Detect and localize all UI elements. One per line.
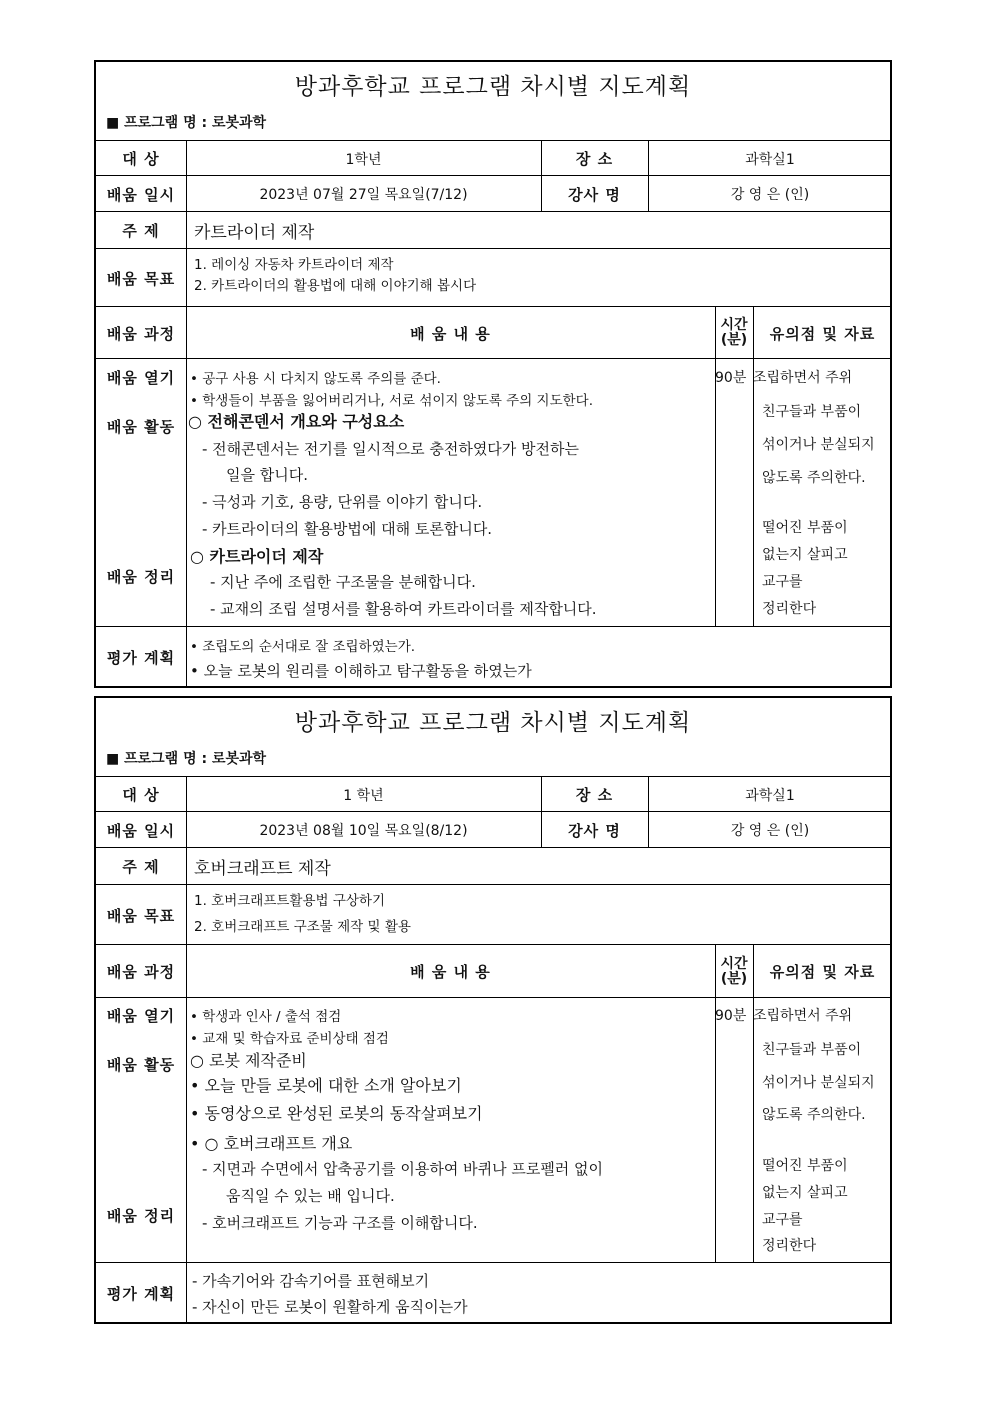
content-heading: ○ 카트라이더 제작 xyxy=(190,547,324,566)
target-label: 대 상 xyxy=(122,150,160,168)
row-target xyxy=(96,776,890,812)
place-value: 과학실1 xyxy=(745,787,795,804)
time-label: 시간 (분) xyxy=(720,955,748,987)
content-line: • 공구 사용 시 다치지 않도록 주의를 준다. xyxy=(190,371,441,387)
eval-label: 평가 계획 xyxy=(106,1284,176,1303)
note-line: 정리한다 xyxy=(762,1238,817,1254)
content-line: - 지난 주에 조립한 구조물을 분해합니다. xyxy=(210,573,476,591)
date-value: 2023년 07월 27일 목요일(7/12) xyxy=(259,187,468,203)
program-name: ■ 프로그램 명 : 로봇과학 xyxy=(106,751,267,767)
content-line: - 교재의 조립 설명서를 활용하여 카트라이더를 제작합니다. xyxy=(210,600,597,618)
program-name: ■ 프로그램 명 : 로봇과학 xyxy=(106,115,267,131)
content-line: 일을 합니다. xyxy=(226,466,308,484)
teacher-value: 강 영 은 (인) xyxy=(730,823,810,839)
content-line: • 오늘 만들 로봇에 대한 소개 알아보기 xyxy=(190,1076,462,1095)
eval-label: 평가 계획 xyxy=(106,648,176,667)
date-label: 배움 일시 xyxy=(106,185,176,204)
stage-activity: 배움 활동 xyxy=(106,1056,176,1074)
row-eval xyxy=(96,1262,890,1323)
note-line: 없는지 살피고 xyxy=(762,1185,848,1201)
stage-open: 배움 열기 xyxy=(106,369,176,387)
goal-label: 배움 목표 xyxy=(106,269,176,288)
note-line: 친구들과 부품이 xyxy=(762,404,862,420)
lesson-plan-1 xyxy=(94,60,892,688)
teacher-label: 강사 명 xyxy=(568,821,621,840)
note-line: 교구를 xyxy=(762,574,803,590)
content-line: • 학생과 인사 / 출석 점검 xyxy=(190,1009,342,1025)
topic-label: 주 제 xyxy=(122,222,160,240)
topic-label: 주 제 xyxy=(122,858,160,876)
process-label: 배움 과정 xyxy=(106,324,176,343)
content-line: • 학생들이 부품을 잃어버리거나, 서로 섞이지 않도록 주의 지도한다. xyxy=(190,393,593,409)
row-date xyxy=(96,811,890,848)
place-label: 장 소 xyxy=(575,150,614,168)
note-line: 떨어진 부품이 xyxy=(762,520,848,536)
row-date xyxy=(96,175,890,212)
row-process-header xyxy=(96,306,890,359)
content-line: - 극성과 기호, 용량, 단위를 이야기 합니다. xyxy=(202,493,483,511)
process-label: 배움 과정 xyxy=(106,963,176,981)
note-line: 친구들과 부품이 xyxy=(762,1042,862,1058)
time-value: 90분 xyxy=(715,370,747,386)
stage-close: 배움 정리 xyxy=(106,1207,176,1225)
goal-item: 1. 레이싱 자동차 카트라이더 제작 xyxy=(194,257,394,273)
note-line: 섞이거나 분실되지 xyxy=(762,437,875,453)
stage-close: 배움 정리 xyxy=(106,568,176,586)
content-label: 배 움 내 용 xyxy=(410,963,491,981)
content-line: - 전해콘덴서는 전기를 일시적으로 충전하였다가 방전하는 xyxy=(202,440,580,458)
target-value: 1 학년 xyxy=(343,787,384,804)
plan-title: 방과후학교 프로그램 차시별 지도계획 xyxy=(294,710,692,736)
place-label: 장 소 xyxy=(575,786,614,804)
goal-item: 2. 호버크래프트 구조물 제작 및 활용 xyxy=(194,919,411,935)
note-line: 없는지 살피고 xyxy=(762,547,848,563)
content-heading: ○ 전해콘덴서 개요와 구성요소 xyxy=(188,412,405,431)
date-label: 배움 일시 xyxy=(106,821,176,840)
target-label: 대 상 xyxy=(122,786,160,804)
lesson-plan-2 xyxy=(94,696,892,1324)
content-line: - 카트라이더의 활용방법에 대해 토론합니다. xyxy=(202,520,493,538)
goal-label: 배움 목표 xyxy=(106,906,176,925)
goal-item: 1. 호버크래프트활용법 구상하기 xyxy=(194,893,385,909)
row-content xyxy=(96,358,890,627)
content-line: • 동영상으로 완성된 로봇의 동작살펴보기 xyxy=(190,1104,483,1123)
stage-activity: 배움 활동 xyxy=(106,418,176,436)
note-line: 않도록 주의한다. xyxy=(762,1107,866,1123)
note-line: 조립하면서 주위 xyxy=(753,370,853,386)
note-line: 교구를 xyxy=(762,1212,803,1228)
content-heading: ○ 로봇 제작준비 xyxy=(190,1051,307,1070)
note-line: 조립하면서 주위 xyxy=(753,1008,853,1024)
topic-value: 호버크래프트 제작 xyxy=(194,859,331,879)
content-line: - 호버크래프트 기능과 구조를 이해합니다. xyxy=(202,1214,478,1232)
date-value: 2023년 08월 10일 목요일(8/12) xyxy=(259,823,468,839)
row-eval xyxy=(96,626,890,687)
notes-label: 유의점 및 자료 xyxy=(769,963,876,981)
content-heading: • ○ 호버크래프트 개요 xyxy=(190,1134,353,1153)
target-value: 1학년 xyxy=(345,151,382,168)
note-line: 섞이거나 분실되지 xyxy=(762,1075,875,1091)
note-line: 정리한다 xyxy=(762,601,817,617)
notes-label: 유의점 및 자료 xyxy=(769,324,876,343)
content-line: - 지면과 수면에서 압축공기를 이용하여 바퀴나 프로펠러 없이 xyxy=(202,1160,604,1178)
row-topic xyxy=(96,211,890,249)
note-line: 떨어진 부품이 xyxy=(762,1158,848,1174)
row-topic xyxy=(96,847,890,885)
content-line: • 교재 및 학습자료 준비상태 점검 xyxy=(190,1031,389,1047)
eval-line: - 가속기어와 감속기어를 표현해보기 xyxy=(192,1272,430,1290)
row-target xyxy=(96,140,890,176)
row-content xyxy=(96,997,890,1263)
place-value: 과학실1 xyxy=(745,151,795,168)
teacher-value: 강 영 은 (인) xyxy=(730,187,810,203)
row-process-header xyxy=(96,944,890,998)
content-line: 움직일 수 있는 배 입니다. xyxy=(226,1187,395,1205)
teacher-label: 강사 명 xyxy=(568,185,621,204)
topic-value: 카트라이더 제작 xyxy=(194,223,315,243)
goal-item: 2. 카트라이더의 활용법에 대해 이야기해 봅시다 xyxy=(194,278,477,294)
row-goals xyxy=(96,248,890,307)
row-goals xyxy=(96,884,890,945)
content-label: 배 움 내 용 xyxy=(410,324,491,343)
eval-line: • 오늘 로봇의 원리를 이해하고 탐구활동을 하였는가 xyxy=(190,662,532,680)
stage-open: 배움 열기 xyxy=(106,1007,176,1025)
note-line: 않도록 주의한다. xyxy=(762,470,866,486)
eval-line: - 자신이 만든 로봇이 원활하게 움직이는가 xyxy=(192,1298,468,1316)
time-value: 90분 xyxy=(715,1008,747,1024)
plan-title: 방과후학교 프로그램 차시별 지도계획 xyxy=(294,74,692,100)
eval-line: • 조립도의 순서대로 잘 조립하였는가. xyxy=(190,639,416,655)
time-label: 시간 (분) xyxy=(720,317,748,348)
